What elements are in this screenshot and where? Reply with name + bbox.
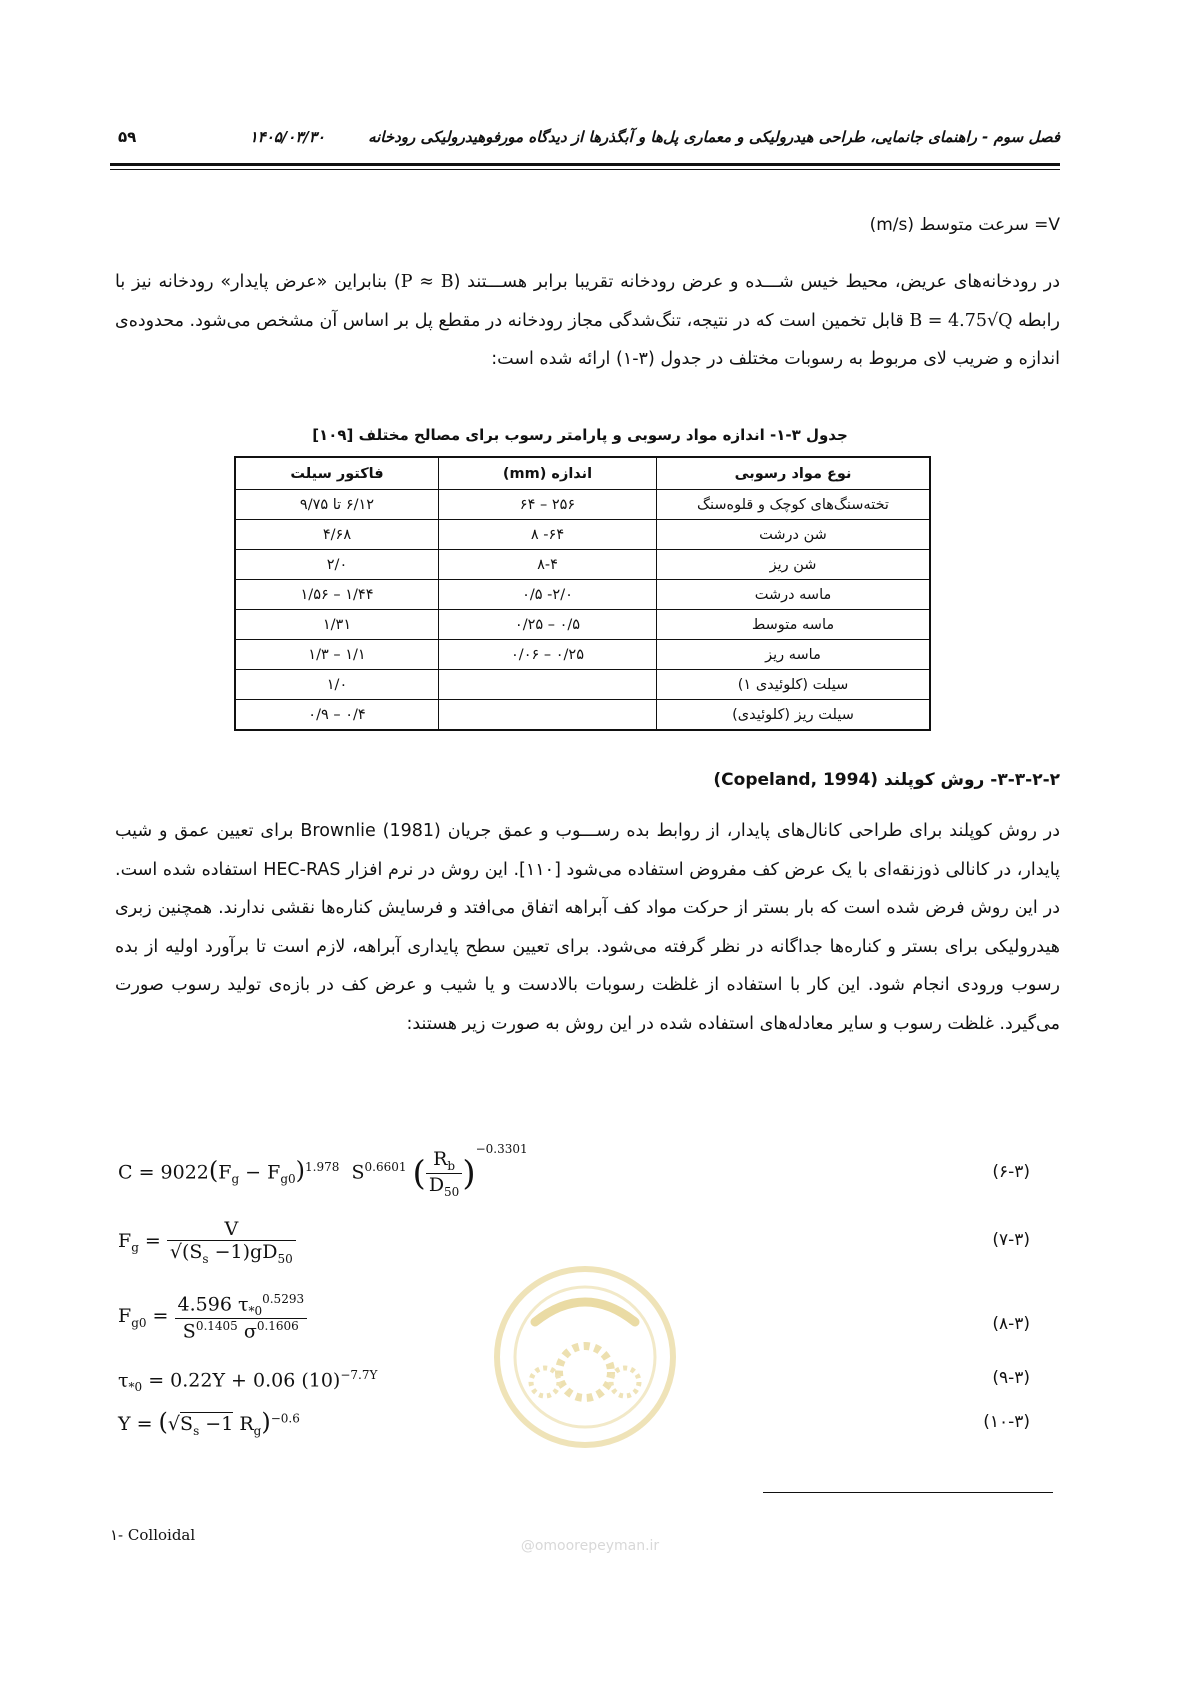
- cell-type: ماسه متوسط: [657, 610, 931, 640]
- table-row: [235, 580, 930, 610]
- table-row: [235, 640, 930, 670]
- footnote-rule: [763, 1492, 1053, 1493]
- equation-10-formula: $Y = (√S_s -1$ $R_g)^{-0.6}$: [118, 1408, 300, 1438]
- equation-8-formula: $F_{g0}$ = $\frac{4.596 \tau_{*0}^{0.5293}}{S^{0.1405} \sigma^{0.1606}}$: [118, 1292, 307, 1342]
- cell-size: ۸-۴: [439, 550, 657, 580]
- para1-text-1: در رودخانه‌های عریض، محیط خیس شـــده و عرض رودخانه تقریبا برابر هســـتند (: [453, 272, 1061, 292]
- table-caption: جدول ۳-۱- اندازه مواد رسوبی و پارامتر رسوب برای مصالح مختلف [۱۰۹]: [312, 426, 848, 444]
- cell-factor: ۱/۱ – ۱/۳: [235, 640, 439, 670]
- paragraph-copeland: در روش کوپلند برای طراحی کانال‌های پایدار، از روابط بده رســـوب و عمق جریان Brownlie (1981) برای تعیین عمق و شیب پایدار، در کانالی ذوزنقه‌ای با یک عرض کف مفروض استفاده می‌شود [۱۱۰]. این روش در نرم افزار HEC-RAS استفاده شده است. در این روش فرض شده است که بار بستر از حرکت مواد کف آبراهه اتفاق می‌افتد و فرسایش کناره‌ها نقشی ندارند. همچنین زبری هیدرولیکی برای بستر و کناره‌ها جداگانه در نظر گرفته می‌شود. برای تعیین سطح پایداری آبراهه، لازم است تا برآورد اولیه از بده رسوب ورودی انجام شود. این کار با استفاده از غلظت رسوبات بالادست و یا شیب و عرض کف در بازه‌ی تولید رسوب صورت می‌گیرد. غلظت رسوب و سایر معادله‌های استفاده شده در این روش به صورت زیر هستند:: [115, 821, 1061, 1034]
- cell-size: [439, 700, 657, 731]
- equation-6-number: (۶-۳): [992, 1162, 1030, 1182]
- cell-size: [439, 670, 657, 700]
- table-row: [235, 490, 930, 520]
- page-number: ۵۹: [118, 128, 137, 146]
- table-row: [235, 670, 930, 700]
- equation-9-formula: $\tau_{*0} = 0.22Y + 0.06$ $(10)^{-7.7Y}$: [118, 1368, 378, 1395]
- watermark-url: @omoorepeyman.ir: [520, 1538, 660, 1554]
- cell-factor: ۴/۶۸: [235, 520, 439, 550]
- publisher-watermark-logo: [490, 1262, 680, 1452]
- inline-equation-b-q: B = 4.75√Q: [909, 310, 1013, 331]
- col-header-type: نوع مواد رسوبی: [657, 457, 931, 490]
- cell-factor: ۱/۴۴ – ۱/۵۶: [235, 580, 439, 610]
- cell-factor: ۰/۴ – ۰/۹: [235, 700, 439, 731]
- cell-type: شن ریز: [657, 550, 931, 580]
- cell-factor: ۲/۰: [235, 550, 439, 580]
- equation-10-number: (۱۰-۳): [983, 1412, 1030, 1432]
- cell-type: شن درشت: [657, 520, 931, 550]
- page-header: [110, 128, 1060, 164]
- table-row: [235, 520, 930, 550]
- cell-type: تخته‌سنگ‌های کوچک و قلوه‌سنگ: [657, 490, 931, 520]
- header-rule-thick: [110, 163, 1060, 166]
- cell-size: ۲/۰- ۰/۵: [439, 580, 657, 610]
- cell-type: ماسه ریز: [657, 640, 931, 670]
- header-date: ۱۴۰۵/۰۳/۳۰: [249, 128, 325, 146]
- header-rule-thin: [110, 169, 1060, 170]
- cell-size: ۰/۲۵ – ۰/۰۶: [439, 640, 657, 670]
- sediment-table: [234, 456, 931, 731]
- header-title: فصل سوم - راهنمای جانمایی، طراحی هیدرولیکی و معماری پل‌ها و آبگذرها از دیدگاه مورفوهیدرولیکی رودخانه: [368, 128, 1060, 146]
- equation-7-formula: $F_g$ = $\frac{V}{√(S_s -1)gD_{50}}$: [118, 1218, 296, 1266]
- velocity-definition: V= سرعت متوسط (m/s): [869, 215, 1060, 235]
- equation-9-number: (۹-۳): [992, 1368, 1030, 1388]
- paragraph-stable-width: [115, 263, 1060, 379]
- para1-text-2: ) بنابراین «عرض پایدار» رودخانه نیز با رابطه: [115, 272, 1060, 331]
- cell-type: ماسه درشت: [657, 580, 931, 610]
- cell-factor: ۱/۰: [235, 670, 439, 700]
- table-row: [235, 700, 930, 731]
- cell-type: سیلت (کلوئیدی ۱): [657, 670, 931, 700]
- cell-size: ۶۴- ۸: [439, 520, 657, 550]
- table-row: [235, 610, 930, 640]
- table-header-row: [235, 457, 930, 490]
- equation-6-formula: $C = 9022(F_g - F_{g0})^{1.978}$ $S^{0.6601}$ ( $\frac{R_b}{D_{50}}$ )$^{-0.3301}$: [118, 1141, 528, 1199]
- cell-size: ۰/۵ – ۰/۲۵: [439, 610, 657, 640]
- cell-factor: ۱/۳۱: [235, 610, 439, 640]
- cell-size: ۲۵۶ – ۶۴: [439, 490, 657, 520]
- col-header-size: اندازه (mm): [439, 457, 657, 490]
- footnote: ۱- Colloidal: [110, 1526, 196, 1544]
- section-title: ۳-۳-۲-۲- روش کوپلند (Copeland, 1994): [713, 770, 1060, 790]
- inline-equation-p-b: P ≈ B: [400, 272, 454, 292]
- col-header-factor: فاکتور سیلت: [235, 457, 439, 490]
- equation-7-number: (۷-۳): [992, 1230, 1030, 1250]
- table-row: [235, 550, 930, 580]
- para1-text-3: قابل تخمین است که در نتیجه، تنگ‌شدگی مجاز رودخانه در مقطع پل بر اساس آن مشخص می‌شود. محدوده‌ی اندازه و ضریب لای مربوط به رسوبات مختلف در جدول (۳-۱) ارائه شده است:: [115, 310, 1060, 369]
- equation-8-number: (۸-۳): [992, 1314, 1030, 1334]
- cell-type: سیلت ریز (کلوئیدی): [657, 700, 931, 731]
- equation-6: [118, 1140, 1030, 1200]
- cell-factor: ۶/۱۲ تا ۹/۷۵: [235, 490, 439, 520]
